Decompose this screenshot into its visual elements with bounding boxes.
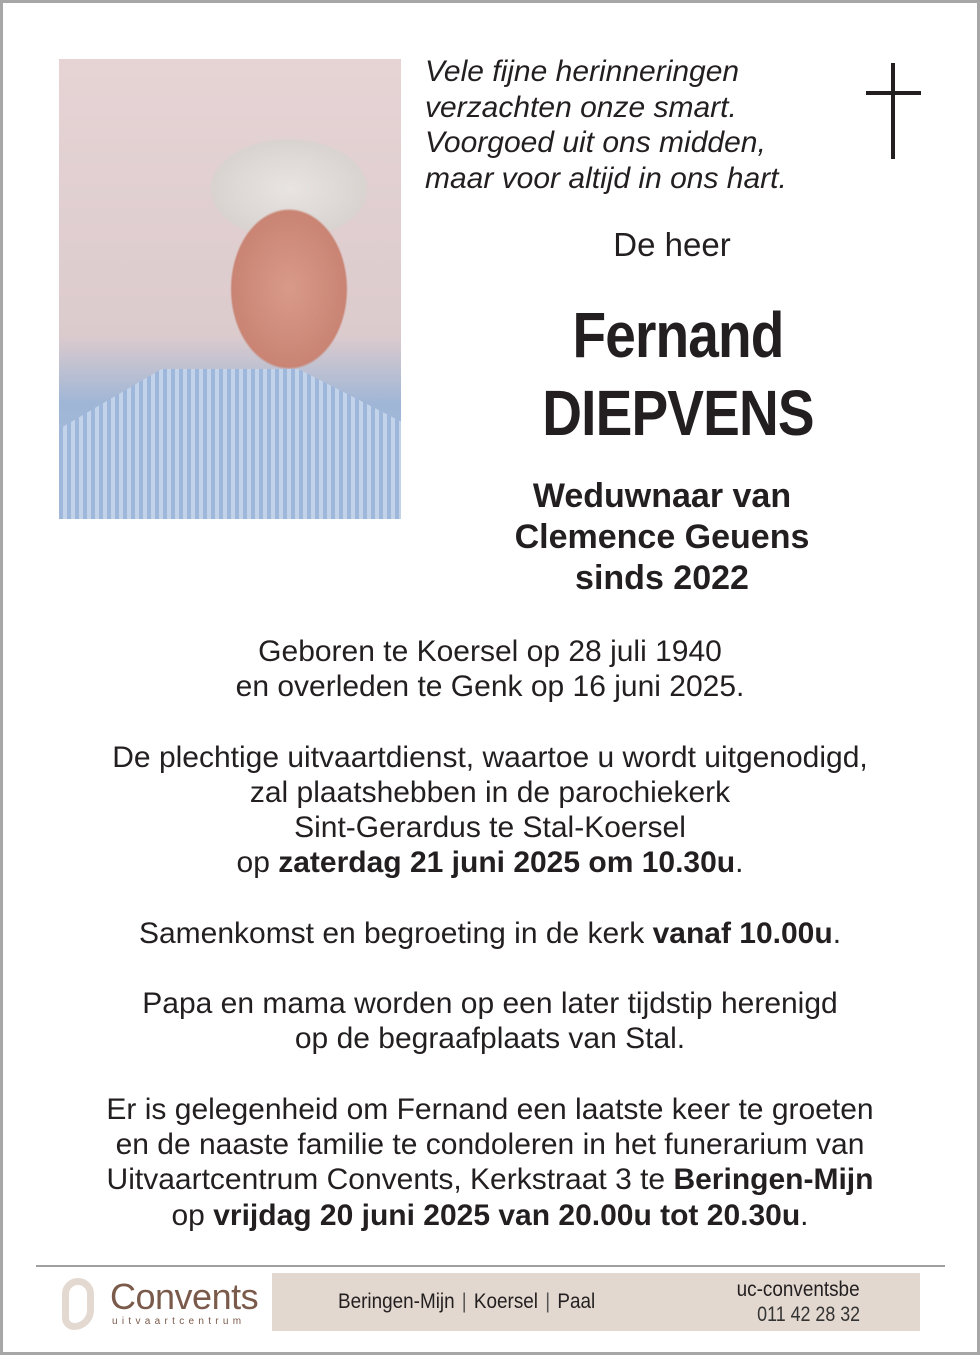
poem-line: Vele fijne herinneringen bbox=[425, 55, 740, 88]
poem bbox=[425, 54, 787, 196]
logo-mark-icon bbox=[62, 1278, 94, 1330]
poem-line: Voorgoed uit ons midden, bbox=[425, 126, 766, 159]
logo-subtitle: uitvaartcentrum bbox=[112, 1316, 246, 1327]
footer-contact-box bbox=[272, 1273, 920, 1331]
birth-death: Geboren te Koersel op 28 juli 1940 en overleden te Genk op 16 juni 2025. bbox=[235, 635, 745, 704]
widower-line: Clemence Geuens bbox=[514, 518, 810, 556]
visitation: Er is gelegenheid om Fernand een laatste keer te groeten en de naaste familie te condoleren in het funerarium van Uitvaartcentrum Convents, Kerkstraat 3 te Beringen-Mijn op vrijdag 20 juni 2025 van 20.00u tot 20.30u. bbox=[106, 1092, 874, 1232]
portrait-photo bbox=[59, 59, 401, 519]
convents-logo bbox=[60, 1276, 260, 1332]
title: De heer bbox=[613, 226, 731, 263]
website: uc-conventsbe bbox=[737, 1278, 860, 1301]
poem-line: verzachten onze smart. bbox=[425, 90, 737, 124]
phone: 011 42 28 32 bbox=[757, 1303, 860, 1326]
funeral-service: De plechtige uitvaartdienst, waartoe u wordt uitgenodigd, zal plaatshebben in de parochiekerk Sint-Gerardus te Stal-Koersel op zaterdag 21 juni 2025 om 10.30u. bbox=[112, 740, 868, 880]
locations: Beringen-Mijn | Koersel | Paal bbox=[338, 1290, 596, 1313]
cross-icon bbox=[866, 63, 921, 159]
logo-name: Convents bbox=[110, 1276, 259, 1317]
announcement-body bbox=[40, 634, 940, 1268]
footer-divider bbox=[36, 1265, 945, 1267]
gathering: Samenkomst en begroeting in de kerk vanaf 10.00u. bbox=[138, 916, 842, 950]
widower-info bbox=[470, 476, 854, 599]
widower-line: sinds 2022 bbox=[575, 559, 749, 597]
last-name: DIEPVENS bbox=[542, 377, 814, 449]
widower-line: Weduwnaar van bbox=[532, 477, 792, 515]
burial: Papa en mama worden op een later tijdstip herenigd op de begraafplaats van Stal. bbox=[142, 987, 838, 1056]
poem-line: maar voor altijd in ons hart. bbox=[425, 161, 787, 195]
deceased-name bbox=[525, 296, 831, 452]
first-name: Fernand bbox=[572, 299, 784, 371]
